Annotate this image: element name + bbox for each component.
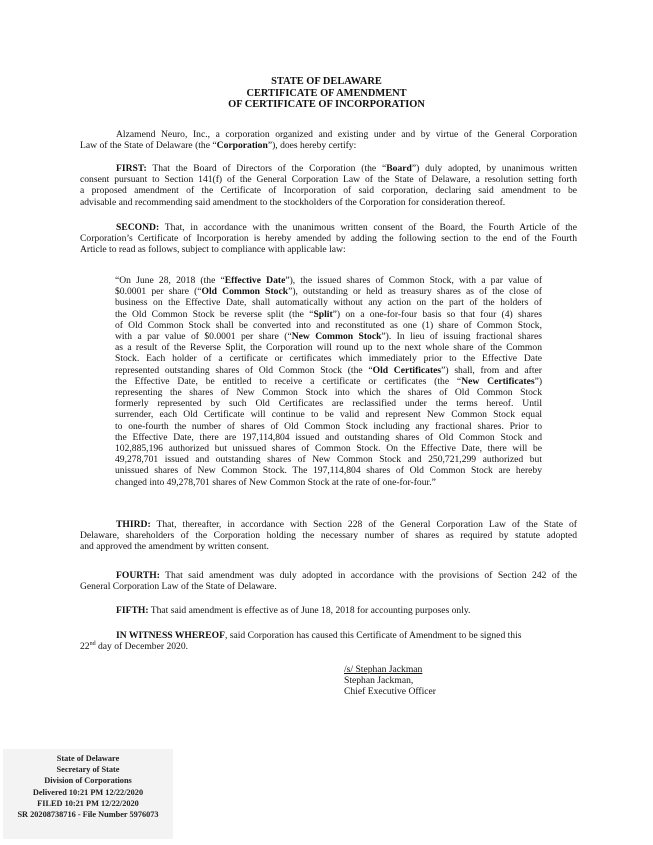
stamp-line-4: Delivered 10:21 PM 12/22/2020: [32, 787, 144, 797]
quote-text: ”) on a one-for-four basis so that four (4) shares: [332, 308, 542, 320]
quote-text: the Effective Date, be entitled to receive a certificate or certificates (the “: [115, 375, 462, 387]
quote-text: “On June 28, 2018 (the “: [115, 275, 225, 286]
first-paragraph: [80, 163, 577, 208]
fifth-lead: FIFTH:: [116, 605, 149, 616]
first-line-4: advisable and recommending said amendment to the stockholders of the Corporation for consideration thereof.: [80, 196, 506, 208]
third-line-2: Delaware, shareholders of the Corporation holding the necessary number of shares as required by statute adopted: [80, 530, 577, 542]
old-certificates-term: Old Certificates: [372, 364, 442, 376]
quote-text: ”) shall, from and after: [441, 364, 542, 376]
first-text-2: ”) duly adopted, by unanimous written: [411, 163, 577, 174]
quote-text: ”), the issued shares of Common Stock, with a par value of: [285, 275, 543, 286]
stamp-line-6: SR 20208738716 - File Number 5976073: [17, 810, 159, 820]
filing-stamp: [3, 749, 173, 839]
stamp-line-5: FILED 10:21 PM 12/22/2020: [37, 798, 139, 808]
header-line-3: OF CERTIFICATE OF INCORPORATION: [228, 99, 425, 110]
quote-line-3: business on the Effective Date, shall automatically without any action on the part of the holders of: [115, 297, 542, 309]
signature-line: /s/ Stephan Jackman: [344, 664, 423, 675]
fifth-text-1: That said amendment is effective as of June 18, 2018 for accounting purposes only.: [148, 605, 471, 616]
fourth-text-1: That said amendment was duly adopted in accordance with the provisions of Section 242 of the: [159, 570, 577, 581]
quote-line-18: unissued shares of New Common Stock. The 197,114,804 shares of Old Common Stock are hereby: [115, 465, 542, 477]
intro-text-c: ”), does hereby certify:: [267, 140, 357, 152]
stamp-line-2: Secretary of State: [56, 765, 120, 775]
witness-text-1: , said Corporation has caused this Certificate of Amendment to be signed this: [224, 630, 522, 641]
quote-line-9: [115, 365, 542, 376]
quote-line-7: as a result of the Reverse Split, the Corporation will round up to the next whole share of the Common: [115, 342, 542, 354]
document-header: [0, 76, 653, 111]
quote-line-11: representing the shares of New Common Stock into which the shares of Old Common Stock: [115, 387, 542, 399]
fifth-paragraph: [80, 605, 577, 616]
signer-name: Stephan Jackman,: [344, 675, 414, 687]
intro-line-2: [80, 140, 577, 151]
old-common-stock-term: Old Common Stock: [201, 286, 289, 298]
quote-text: ”). In lieu of issuing fractional shares: [381, 331, 542, 343]
fourth-paragraph: [80, 570, 577, 592]
first-board-term: Board: [386, 163, 412, 174]
quote-line-17: 49,278,701 issued and outstanding shares of New Common Stock and 250,721,299 authorized but: [115, 454, 542, 466]
stamp-line-3: Division of Corporations: [44, 776, 132, 786]
second-paragraph: [80, 222, 577, 256]
first-lead: FIRST:: [116, 163, 147, 174]
quote-line-12: formerly represented by such Old Certificates are reclassified under the terms hereof. Until: [115, 398, 542, 410]
quote-line-10: [115, 376, 542, 387]
quote-line-6: [115, 331, 542, 342]
fourth-line-2: General Corporation Law of the State of Delaware.: [80, 581, 277, 593]
quote-line-2: [115, 286, 542, 297]
intro-paragraph: [80, 129, 577, 151]
witness-day-suffix: nd: [89, 641, 96, 648]
quote-line-14: to one-fourth the number of shares of Old Common Stock including any fractional shares. Prior to: [115, 420, 542, 432]
intro-corporation-term: Corporation: [216, 140, 268, 152]
fifth-line-1: [80, 605, 577, 616]
quote-line-16: 102,885,196 authorized but unissued shares of Common Stock. On the Effective Date, there will be: [115, 443, 542, 455]
quote-text: $0.0001 per share (“: [115, 286, 202, 298]
first-line-3: a proposed amendment of the Certificate of Incorporation of said corporation, declaring said amendment to be: [80, 185, 577, 197]
witness-text-2: day of December 2020.: [95, 641, 189, 653]
split-term: Split: [313, 308, 333, 320]
header-line-2: CERTIFICATE OF AMENDMENT: [246, 87, 407, 99]
quote-text: represented outstanding shares of Old Common Stock (the “: [115, 364, 373, 376]
third-paragraph: [80, 519, 577, 553]
witness-line-1: [80, 630, 577, 641]
first-text-1: That the Board of Directors of the Corporation (the “: [146, 163, 387, 174]
effective-date-term: Effective Date: [224, 275, 286, 286]
new-certificates-term: New Certificates: [461, 375, 535, 387]
third-text-1: That, thereafter, in accordance with Section 228 of the General Corporation Law of the State of: [150, 519, 577, 530]
quote-text: with a par value of $0.0001 per share (“: [115, 331, 292, 343]
intro-text-a: Law of the State of Delaware (the “: [80, 140, 217, 152]
third-lead: THIRD:: [116, 519, 151, 530]
witness-line-2: [80, 641, 577, 652]
signer-title: Chief Executive Officer: [344, 686, 436, 698]
third-line-3: and approved the amendment by written consent.: [80, 541, 269, 553]
signature-block: [344, 664, 436, 698]
quote-line-8: Stock. Each holder of a certificate or certificates which immediately prior to the Effective Date: [115, 353, 542, 365]
witness-paragraph: [80, 630, 577, 652]
new-common-stock-term: New Common Stock: [291, 331, 382, 343]
quote-text: ”), outstanding or held as treasury shares as of the close of: [288, 286, 542, 298]
intro-line-1: Alzamend Neuro, Inc., a corporation organized and existing under and by virtue of the General Corporation: [116, 129, 577, 140]
first-line-2: consent pursuant to Section 141(f) of the General Corporation Law of the State of Delaware, a resolution setting forth: [80, 174, 577, 186]
third-line-1: [80, 519, 577, 530]
witness-lead: IN WITNESS WHEREOF: [116, 630, 225, 641]
quote-text: ”): [534, 375, 543, 387]
quote-line-1: [115, 275, 542, 286]
quote-text: the Old Common Stock be reverse split (the “: [115, 308, 314, 320]
quote-line-5: of Old Common Stock shall be converted into and reconstituted as one (1) share of Common Stock,: [115, 319, 542, 331]
quote-line-4: [115, 309, 542, 320]
second-line-1: [80, 222, 577, 233]
second-lead: SECOND:: [116, 222, 160, 233]
second-text-1: That, in accordance with the unanimous written consent of the Board, the Fourth Article of the: [159, 222, 577, 233]
quote-line-15: the Effective Date, there are 197,114,804 issued and outstanding shares of Old Common Stock and: [115, 431, 542, 443]
quote-line-19: changed into 49,278,701 shares of New Common Stock at the rate of one-for-four.”: [115, 476, 436, 488]
header-line-1: STATE OF DELAWARE: [271, 76, 382, 87]
quote-line-13: surrender, each Old Certificate will continue to be valid and represent New Common Stock equal: [115, 409, 542, 421]
first-line-1: [80, 163, 577, 174]
amendment-quote: [115, 275, 542, 488]
second-line-3: Article to read as follows, subject to compliance with applicable law:: [80, 244, 346, 256]
fourth-line-1: [80, 570, 577, 581]
second-line-2: Corporation’s Certificate of Incorporation is hereby amended by adding the following section to the end of the Fourth: [80, 233, 577, 245]
stamp-line-1: State of Delaware: [56, 754, 120, 763]
fourth-lead: FOURTH:: [116, 570, 160, 581]
witness-day: 22: [80, 641, 90, 653]
